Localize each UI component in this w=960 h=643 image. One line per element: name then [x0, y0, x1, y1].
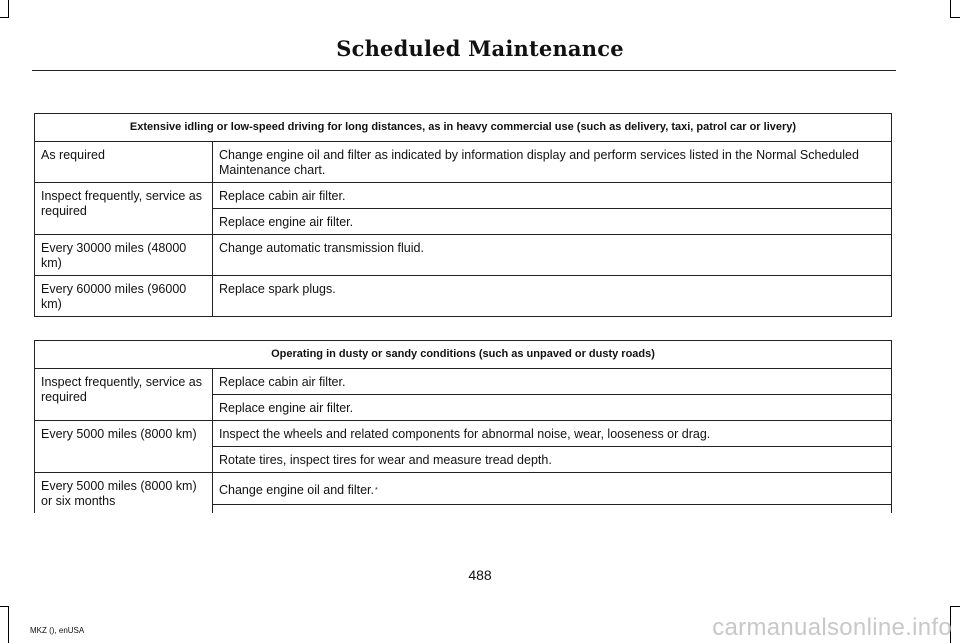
crop-mark-top-right-v	[950, 0, 951, 18]
continuation-cell	[213, 505, 892, 514]
interval-cell: Every 5000 miles (8000 km)	[35, 421, 213, 473]
footnote-mark: *	[374, 487, 378, 494]
title-divider	[32, 70, 896, 71]
interval-cell: Every 30000 miles (48000 km)	[35, 235, 213, 276]
task-cell	[213, 473, 892, 505]
page-title: Scheduled Maintenance	[336, 36, 624, 61]
task-cell: Inspect the wheels and related components for abnormal noise, wear, looseness or drag.	[213, 421, 892, 447]
crop-mark-bottom-left-h	[0, 606, 9, 607]
table-heading-row	[35, 114, 892, 142]
interval-cell: Inspect frequently, service as required	[35, 183, 213, 235]
interval-cell: Every 5000 miles (8000 km) or six months	[35, 473, 213, 514]
task-cell: Replace engine air filter.	[213, 395, 892, 421]
idling-maintenance-table	[34, 113, 892, 317]
table-row	[35, 369, 892, 395]
task-cell: Replace cabin air filter.	[213, 369, 892, 395]
crop-mark-top-left-v	[8, 0, 9, 18]
task-cell: Replace spark plugs.	[213, 276, 892, 317]
document-label: MKZ (), enUSA	[30, 626, 85, 635]
table-row	[35, 183, 892, 209]
interval-cell: Every 60000 miles (96000 km)	[35, 276, 213, 317]
crop-mark-top-right-h	[950, 17, 960, 18]
task-text: Change engine oil and filter.	[219, 483, 374, 497]
crop-mark-bottom-right-h	[950, 606, 960, 607]
task-cell: Replace engine air filter.	[213, 209, 892, 235]
task-cell: Replace cabin air filter.	[213, 183, 892, 209]
table-heading-row	[35, 341, 892, 369]
table-row	[35, 473, 892, 505]
task-cell: Change engine oil and filter as indicated by information display and perform services listed in the Normal Scheduled Maintenance chart.	[213, 142, 892, 183]
interval-cell: Inspect frequently, service as required	[35, 369, 213, 421]
interval-cell: As required	[35, 142, 213, 183]
table-heading: Extensive idling or low-speed driving for long distances, as in heavy commercial use (such as delivery, taxi, patrol car or livery)	[35, 114, 892, 142]
crop-mark-bottom-left-v	[8, 606, 9, 643]
task-cell: Rotate tires, inspect tires for wear and measure tread depth.	[213, 447, 892, 473]
table-row	[35, 142, 892, 183]
watermark: carmanualsonline.info	[712, 614, 952, 641]
dusty-conditions-table	[34, 340, 892, 513]
task-cell: Change automatic transmission fluid.	[213, 235, 892, 276]
table-row	[35, 235, 892, 276]
page-number: 488	[468, 567, 492, 583]
crop-mark-top-left-h	[0, 17, 9, 18]
table-heading: Operating in dusty or sandy conditions (such as unpaved or dusty roads)	[35, 341, 892, 369]
table-row	[35, 421, 892, 447]
table-row	[35, 276, 892, 317]
